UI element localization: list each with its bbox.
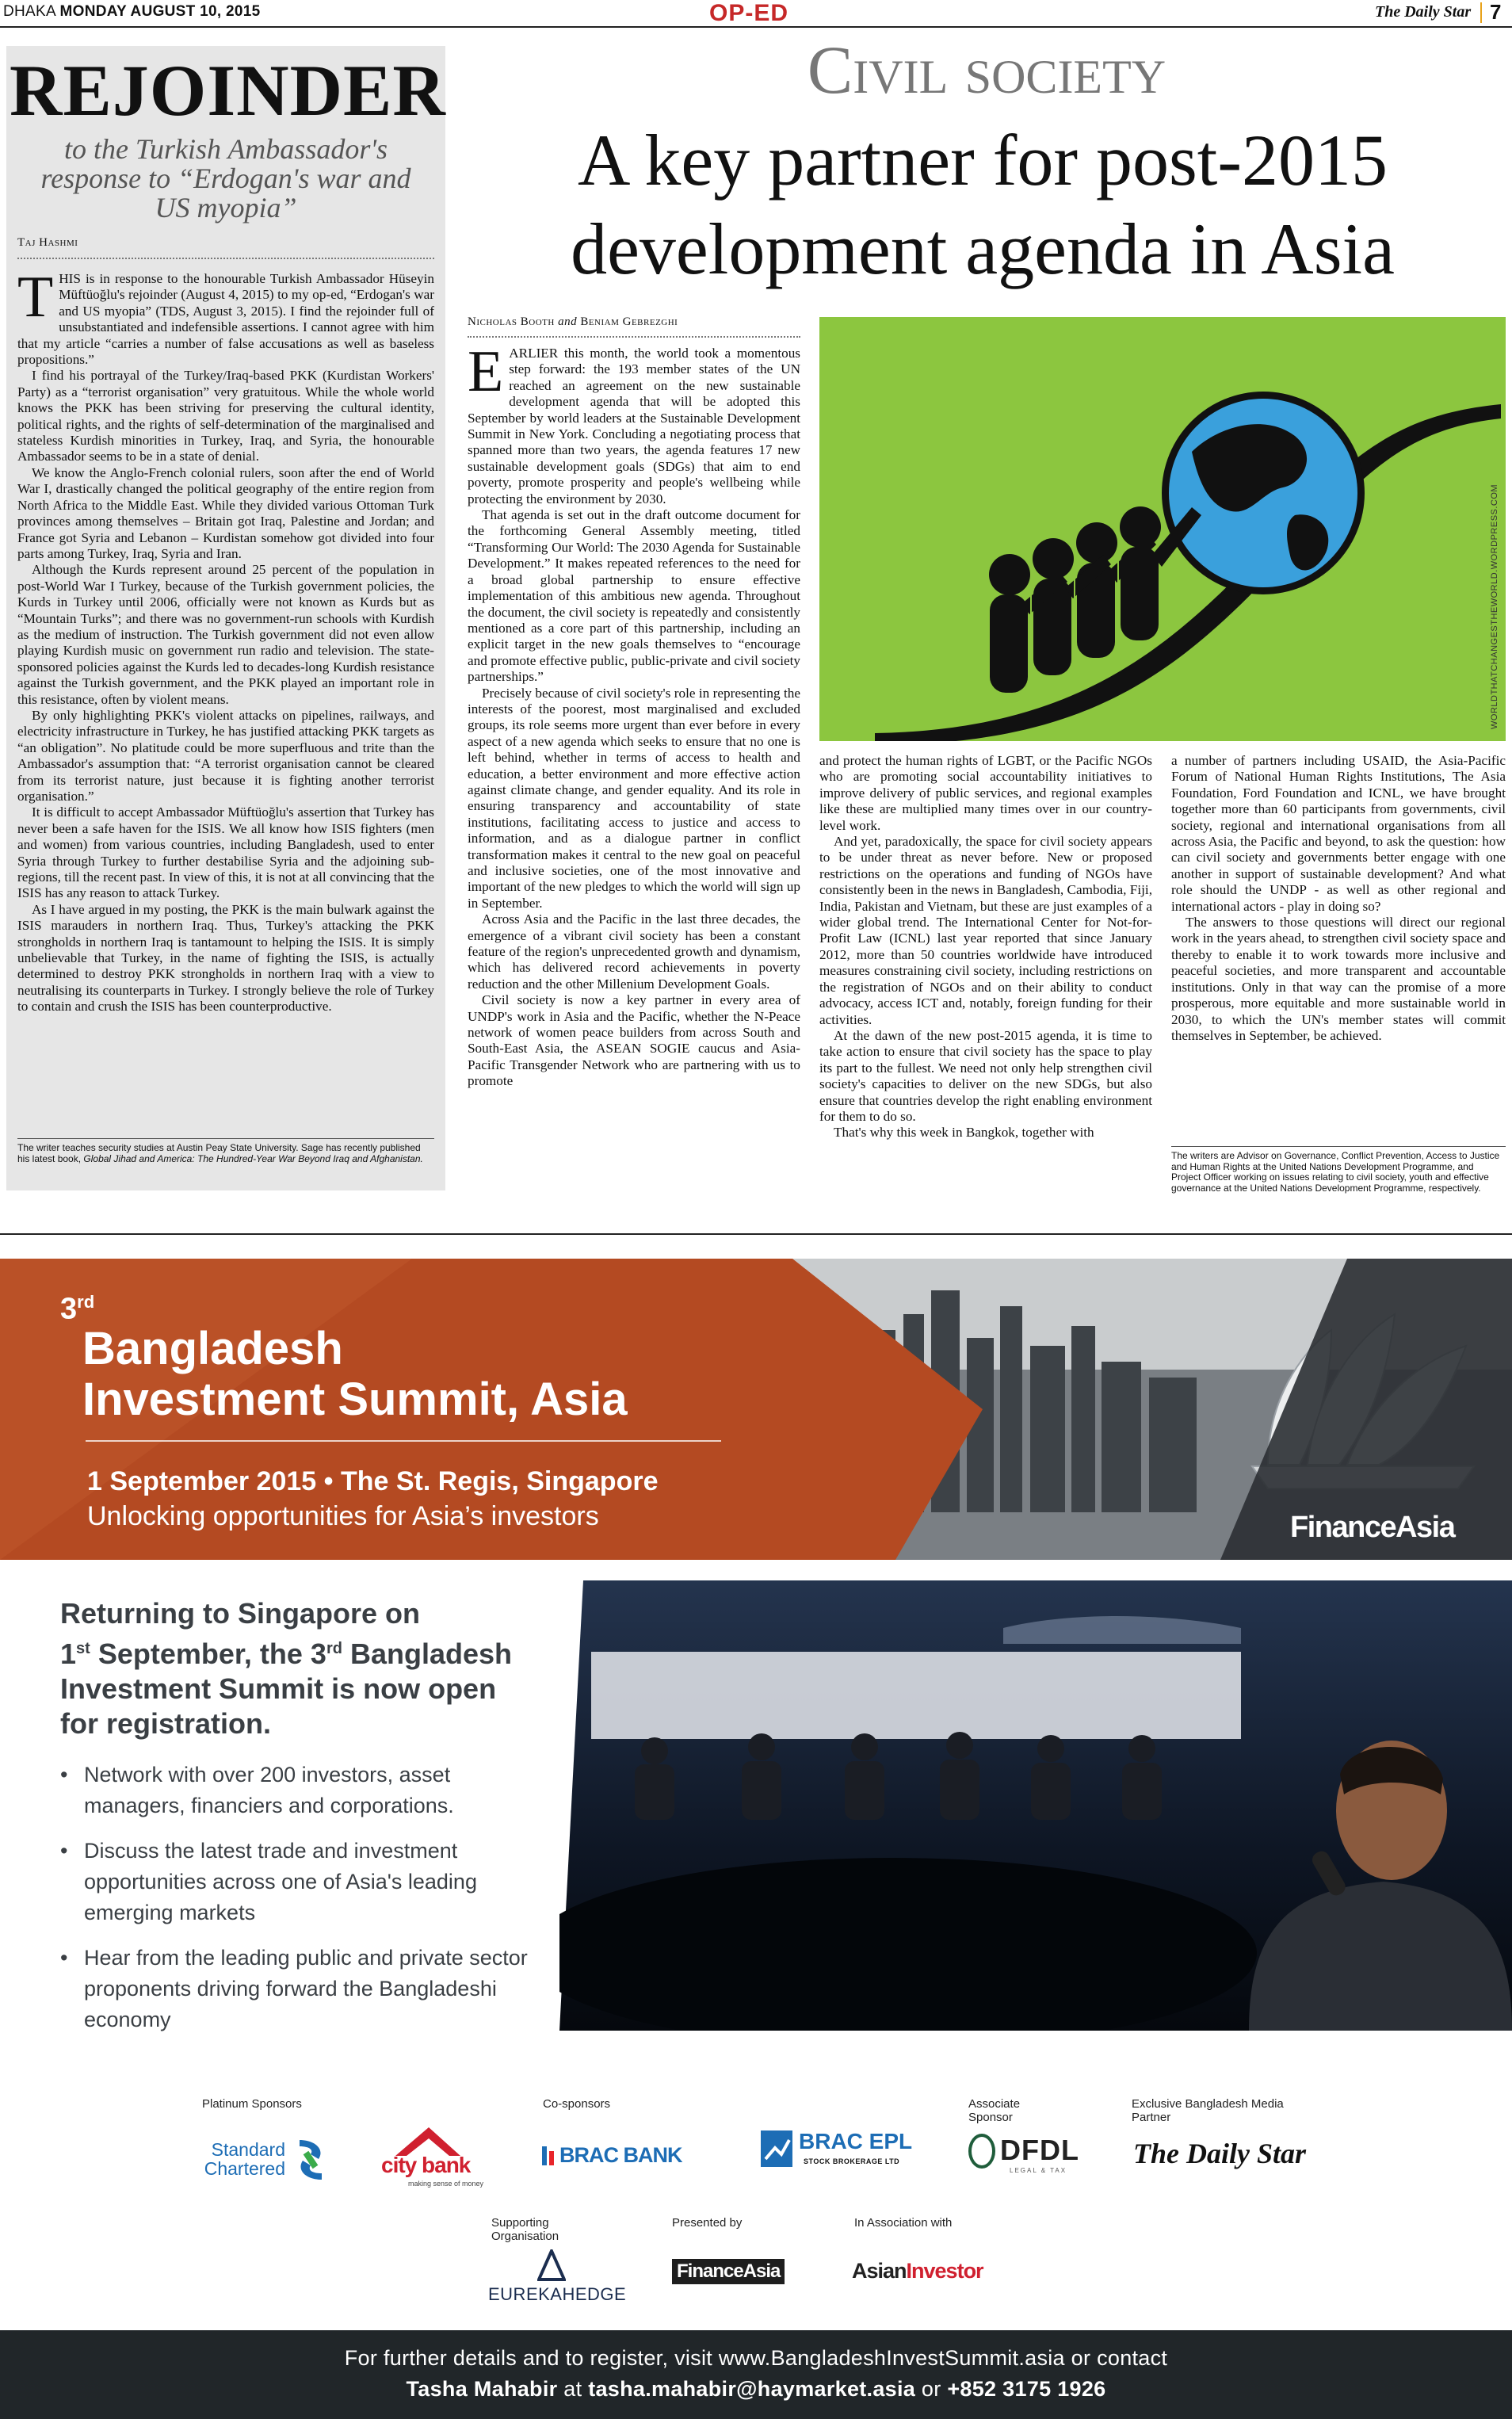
sponsor-label-platinum: Platinum Sponsors: [202, 2097, 302, 2111]
dateline-city: DHAKA: [3, 3, 55, 20]
ad-edition-suffix: rd: [77, 1292, 95, 1312]
ad-bullet-list: [60, 1760, 552, 2035]
civil-column-2: [819, 753, 1152, 1217]
panelist: [1037, 1735, 1064, 1762]
sponsor-label-presented: Presented by: [672, 2216, 743, 2230]
ad-footer-phone: +852 3175 1926: [947, 2377, 1106, 2401]
standard-chartered-logo: [198, 2137, 341, 2184]
person-figure: [1076, 522, 1117, 564]
panelist: [748, 1733, 775, 1760]
ad-brand-logo: FinanceAsia: [1290, 1511, 1455, 1544]
rejoinder-paragraph: By only highlighting PKK's violent attacks on pipelines, railways, and electricity infrastructure in Turkey, he has justified attacking PKK targets as “an obligation”. No platitude could be more superfluous and trite than the Ambassador's assumption that: “A terrorist organisation cannot be cleared from its terrorist nature, just because it is fighting another terrorist organisation.”: [17, 707, 434, 804]
masthead: [0, 0, 1512, 27]
city-bank-logo: [376, 2124, 495, 2192]
rejoinder-subheading: to the Turkish Ambassador's response to “Erdogan's war and US myopia”: [40, 133, 411, 224]
sponsor-label-co: Co-sponsors: [543, 2097, 611, 2111]
ad-footer-email[interactable]: tasha.mahabir@haymarket.asia: [588, 2377, 916, 2401]
ad-bullet-item: [60, 1760, 552, 1821]
advertisement: [0, 1259, 1512, 2419]
ad-footer-text: at: [557, 2377, 589, 2401]
civil-dropcap: E: [468, 346, 504, 404]
ad-footer-line-2: [0, 2377, 1512, 2402]
dfdl-text: DFDL: [1000, 2134, 1079, 2166]
rejoinder-paragraph: It is difficult to accept Ambassador Müftüoğlu's assertion that Turkey has never been a safe haven for the ISIS. We all know how ISIS fighters (men and women) from various countries, including Bangladesh, used to enter Syria through Turkey to further destabilise Syria and the adjoining sub-regions, till the recent past. In view of this, it is not at all convincing that the ISIS has any reason to attack Turkey.: [17, 804, 434, 901]
financeasia-logo: FinanceAsia: [672, 2259, 785, 2284]
header-divider: [1480, 2, 1482, 23]
bullet-dot-icon: •: [60, 1839, 68, 1863]
rejoinder-heading: REJOINDER: [10, 50, 446, 131]
sponsor-label-association: In Association with: [854, 2216, 953, 2230]
civil-paragraph: That agenda is set out in the draft outcome document for the forthcoming General Assembly meeting, titled “Transforming Our World: The 2030 Agenda for Sustainable Development.” It makes repeated references to the need for a broad global partnership to ensure effective implementation of this ambitious new agenda. Throughout the document, the civil society is repeatedly and consistently mentioned as a core part of this partnership, including an explicit target in the new goals themselves to “encourage and promote effective public, public-private and civil society partnerships.”: [468, 507, 800, 685]
person-figure: [989, 554, 1030, 595]
city-bank-text: city bank: [381, 2153, 471, 2177]
tower: [1071, 1326, 1095, 1512]
dateline-date: MONDAY AUGUST 10, 2015: [59, 3, 261, 20]
ad-bullet-text: Hear from the leading public and private sector proponents driving forward the Bangladeshi economy: [84, 1946, 528, 2031]
brac-bank-icon: [542, 2146, 556, 2165]
brac-bank-text: BRAC BANK: [559, 2143, 682, 2167]
civil-paragraph: Civil society is now a key partner in every area of UNDP's work in Asia and the Pacific, whether the N-Peace network of women peace builders from across South and South-East Asia, the ASEAN SOGIE caucus and Asia-Pacific Transgender Network who are partnering with us to promote: [468, 992, 800, 1089]
rejoinder-note-book: Global Jihad and America: The Hundred-Year War Beyond Iraq and Afghanistan.: [83, 1152, 423, 1164]
dateline: [3, 3, 261, 21]
panelist: [1122, 1763, 1162, 1820]
civil-kicker: Civil society: [807, 32, 1166, 108]
sponsor-label-associate: Associate Sponsor: [968, 2097, 1021, 2124]
ad-returning-sup: st: [76, 1640, 90, 1657]
person-figure: [1120, 506, 1161, 548]
eurekahedge-logo: [483, 2249, 626, 2313]
daily-star-logo: The Daily Star: [1133, 2138, 1307, 2169]
civil-headline-2: development agenda in Asia: [571, 208, 1395, 289]
civil-paragraph: Precisely because of civil society's role in representing the interests of the poorest, most marginalised and excluded groups, its role seems more urgent than ever before in every aspect of a new agenda which seeks to ensure that no one is left behind, whether in terms of access to health and education, a better environment and more effective action against climate change, and gender equality. And its role in ensuring transparency and accountability of state institutions, facilitating access to justice and access to information, and as a dialogue partner in conflict transformation makes it central to the new goal on peaceful and inclusive societies, one of the most innovative and important of the new pledges to which the world will sign up in September.: [468, 685, 800, 911]
ad-returning-text: September, the 3: [90, 1638, 326, 1670]
bullet-dot-icon: •: [60, 1946, 68, 1970]
civil-byline: [468, 315, 678, 329]
ad-returning-line: Returning to Singapore on: [60, 1597, 420, 1630]
sponsor-label-media: Exclusive Bangladesh Media Partner: [1132, 2097, 1284, 2124]
ad-edition-number: 3: [60, 1292, 78, 1326]
brac-bank-logo: [542, 2142, 708, 2170]
panelist: [641, 1737, 668, 1764]
eurekahedge-icon: [537, 2249, 566, 2281]
panelist: [940, 1760, 979, 1820]
civil-paragraph: and protect the human rights of LGBT, or the Pacific NGOs who are promoting social accountability initiatives to improve delivery of public services, and regional examples like these are multiplied many times over in our country-level work.: [819, 753, 1152, 833]
paper-name: The Daily Star: [1375, 3, 1472, 21]
civil-illustration: [819, 317, 1506, 741]
rejoinder-byline-rule: [17, 258, 434, 259]
civil-column-1: [468, 346, 800, 1217]
ad-footer-line-1: For further details and to register, visit www.BangladeshInvestSummit.asia or contact: [344, 2346, 1168, 2370]
ad-bullet-text: Discuss the latest trade and investment opportunities across one of Asia's leading emerging markets: [84, 1839, 477, 1924]
ad-returning-heading: [60, 1596, 567, 1741]
rejoinder-paragraph: As I have argued in my posting, the PKK is the main bulwark against the ISIS marauders in northern Iraq. Thus, Turkey's attacking the PKK strongholds in northern Iraq is tantamount to helping the ISIS. It is simply unbelievable that Turkey, in the name of fighting the ISIS, is actually determined to destroy PKK strongholds in northern Iraq with a view to neutralising its counterparts in Turkey. I strongly believe the role of Turkey to contain and crush the ISIS has been counterproductive.: [17, 901, 434, 1015]
civil-headline-1: A key partner for post-2015: [578, 120, 1388, 201]
ad-footer-text: or: [915, 2377, 948, 2401]
ad-edition: [60, 1292, 94, 1327]
dfdl-subtext: LEGAL & TAX: [1010, 2167, 1067, 2174]
city-bank-tagline: making sense of money: [408, 2180, 484, 2188]
ad-footer: [0, 2330, 1512, 2419]
rejoinder-note-rule: [17, 1138, 434, 1139]
asianinvestor-asian: Asian: [852, 2259, 907, 2283]
panelist: [635, 1764, 674, 1820]
ad-title-line-2: Investment Summit, Asia: [82, 1374, 628, 1425]
civil-column-3: [1171, 753, 1506, 1125]
civil-paragraph: And yet, paradoxically, the space for civil society appears to be under threat as never before. New or proposed restrictions on the operations and funding of NGOs have consistently been in the news in Bangladesh, Cambodia, Fiji, India, Pakistan and Vietnam, but these are just examples of a wider global trend. The International Center for Not-for-Profit Law (ICNL) last year reported that since January 2012, more than 50 countries worldwide have introduced measures constraining civil society, including restrictions on the registration of NGOs and on their ability to conduct advocacy, access ICT and, notably, foreign funding for their activities.: [819, 834, 1152, 1027]
brac-epl-logo: [761, 2130, 919, 2181]
people-group: [989, 506, 1201, 693]
rejoinder-paragraph: I find his portrayal of the Turkey/Iraq-based PKK (Kurdistan Workers' Party) as a “terrorist organisation” very gratuitous. While the whole world knows the PKK has been striving for preserving the cultural identity, political rights, and the rights of self-determination of the marginalised and stateless Kurdish minorities in Turkey, Iraq, and Syria, the honourable Ambassador seems to be in a state of denial.: [17, 368, 434, 464]
rejoinder-note-text: The writer teaches security studies at Austin Peay State University. Sage has recently published his latest book,: [17, 1142, 421, 1164]
sponsor-label-supporting: Supporting Organisation: [491, 2216, 559, 2243]
dfdl-logo: [968, 2134, 1095, 2178]
tower: [1030, 1346, 1065, 1512]
tower: [1149, 1378, 1197, 1512]
ad-returning-line: for registration.: [60, 1707, 272, 1740]
eurekahedge-text: EUREKAHEDGE: [488, 2284, 627, 2304]
ad-bullet-text: Network with over 200 investors, asset managers, financiers and corporations.: [84, 1763, 454, 1817]
page-number: 7: [1490, 0, 1502, 24]
rejoinder-paragraph: Although the Kurds represent around 25 percent of the population in post-World War I Turkey, because of the Turkish government policies, the Kurds in Turkey until 2006, officially were not known as Kurds but as “Mountain Turks”; and there was no government-run schools with Kurdish as the medium of instruction. The Turkish government did not even allow playing Kurdish music on government run radio and television. The state-sponsored policies against the Kurds led to decades-long Kurdish resistance against the Turkish government, and the PKK played an important role in this resistance, often by violent means.: [17, 562, 434, 707]
ad-event-photo-art: [559, 1580, 1512, 2031]
panelist: [851, 1733, 878, 1760]
ad-returning-sup: rd: [326, 1640, 342, 1657]
civil-paragraph: The answers to those questions will direct our regional work in the years ahead, to strengthen civil society space and thereby to enable it to work towards more inclusive and peaceful societies, and more transparent and accountable institutions. Only in that way can the promise of a more prosperous, more equitable and more sustainable world in 2030, to which the UN's member states will commit themselves in September, be achieved.: [1171, 915, 1506, 1043]
standard-chartered-text: Standard Chartered: [204, 2139, 285, 2179]
ad-returning-line: Investment Summit is now open: [60, 1672, 497, 1705]
civil-paragraph: At the dawn of the new post-2015 agenda, it is time to take action to ensure that civil society has the space to play its part to the fullest. We need not only help strengthen civil society's capacities to deliver on the new SDGs, but also ensure that countries develop the right enabling environment for them to do so.: [819, 1027, 1152, 1124]
panelist: [1128, 1735, 1155, 1762]
civil-paragraph: That's why this week in Bangkok, together with: [834, 1125, 1094, 1141]
civil-paragraph: ARLIER this month, the world took a momentous step forward: the 193 member states of the UN reached an agreement on the new sustainable development agenda that will be adopted this September by world leaders at the Sustainable Development Summit in New York. Concluding a negotiating process that spanned more than two years, the agenda features 17 new sustainable development goals (SDGs) that aim to end poverty, promote prosperity and people's wellbeing while protecting the environment by 2030.: [468, 346, 800, 506]
standard-chartered-icon: [292, 2137, 330, 2183]
ad-returning-text: 1: [60, 1638, 77, 1670]
ad-banner: [0, 1259, 1512, 1560]
brac-epl-subtext: STOCK BROKERAGE LTD: [804, 2157, 900, 2165]
rejoinder-dropcap: T: [17, 271, 54, 330]
ad-returning-text: Bangladesh: [342, 1638, 512, 1670]
ad-tagline: Unlocking opportunities for Asia’s investors: [87, 1501, 599, 1531]
panelist: [946, 1732, 973, 1759]
rejoinder-byline: Taj Hashmi: [17, 236, 78, 249]
civil-paragraph: a number of partners including USAID, the Asia-Pacific Forum of National Human Rights Institutions, The Asia Foundation, Ford Foundation and ICNL, we have brought together more than 60 participants from governments, civil society, regional and international organisations from all across Asia, the Pacific and beyond, to ask the question: how can civil society and governments better engage with one another in support of sustainable development? And what role should the UNDP - as well as other regional and international actors - play in doing so?: [1171, 753, 1506, 914]
civil-note-rule: [1171, 1146, 1506, 1147]
civil-author-note: The writers are Advisor on Governance, Conflict Prevention, Access to Justice and Human Rights at the United Nations Development Programme, and Project Officer working on issues relating to civil society, youth and effective governance at the United Nations Development Programme, respectively.: [1171, 1150, 1500, 1194]
ad-title-line-1: Bangladesh: [82, 1323, 343, 1374]
civil-illustration-art: [819, 317, 1506, 741]
photo-credit: WORLDTHATCHANGESTHEWORLD.WORDPRESS.COM: [1490, 483, 1499, 729]
panelist: [742, 1761, 781, 1820]
brac-epl-icon: [761, 2130, 792, 2167]
ad-date-venue: 1 September 2015 • The St. Regis, Singapore: [87, 1466, 659, 1496]
panelist: [1031, 1763, 1071, 1820]
panelist: [845, 1761, 884, 1820]
civil-author-2: Beniam Gebrezghi: [580, 315, 678, 328]
tower: [1102, 1362, 1141, 1512]
rejoinder-paragraph: HIS is in response to the honourable Turkish Ambassador Hüseyin Müftüoğlu's rejoinder (August 4, 2015) to my op-ed, “Erdogan's war and US myopia” (TDS, August 3, 2015). I find the rejoinder full of unsubstantiated and indefensible assertions. I cannot agree with him that my article “carries a number of false accusations as well as baseless propositions.”: [17, 271, 434, 368]
brac-epl-text: BRAC EPL: [799, 2129, 913, 2153]
ad-returning-line: [60, 1631, 567, 1672]
tower: [1000, 1306, 1022, 1512]
ad-bullet-item: [60, 1836, 552, 1928]
rejoinder-author-note: [17, 1143, 434, 1164]
ad-footer-contact-name: Tasha Mahabir: [406, 2377, 558, 2401]
civil-byline-rule: [468, 336, 800, 338]
rejoinder-paragraph: We know the Anglo-French colonial rulers, soon after the end of World War I, drastically changed the political geography of the entire region from North Africa to the Middle East. While they divided various Ottoman Turk provinces among themselves – Britain got Iraq, Palestine and Jordan; and France got Syria and Lebanon – Kurdistan somehow got divided into four parts among Turkey, Iraq, Syria and Iran.: [17, 464, 434, 561]
person-figure: [1033, 538, 1074, 579]
section-label: OP-ED: [709, 0, 789, 26]
stage-backdrop: [591, 1652, 1241, 1739]
asianinvestor-investor: Investor: [906, 2259, 983, 2283]
dfdl-icon: [968, 2134, 995, 2169]
bullet-dot-icon: •: [60, 1763, 68, 1787]
civil-author-1: Nicholas Booth: [468, 315, 555, 328]
person-figure: [990, 594, 1028, 693]
article-bottom-rule: [0, 1233, 1512, 1235]
civil-paragraph: Across Asia and the Pacific in the last three decades, the emergence of a vibrant civil society has been a constant feature of the region's unprecedented growth and dynamism, which has delivered record achievements in poverty reduction and the other Millenium Development Goals.: [468, 911, 800, 992]
header-rule: [0, 26, 1512, 28]
civil-byline-and: and: [558, 315, 578, 328]
rejoinder-body: [17, 271, 434, 1135]
ad-bullet-item: [60, 1943, 552, 2035]
ad-event-photo: [559, 1580, 1512, 2031]
asianinvestor-logo: [852, 2259, 983, 2283]
